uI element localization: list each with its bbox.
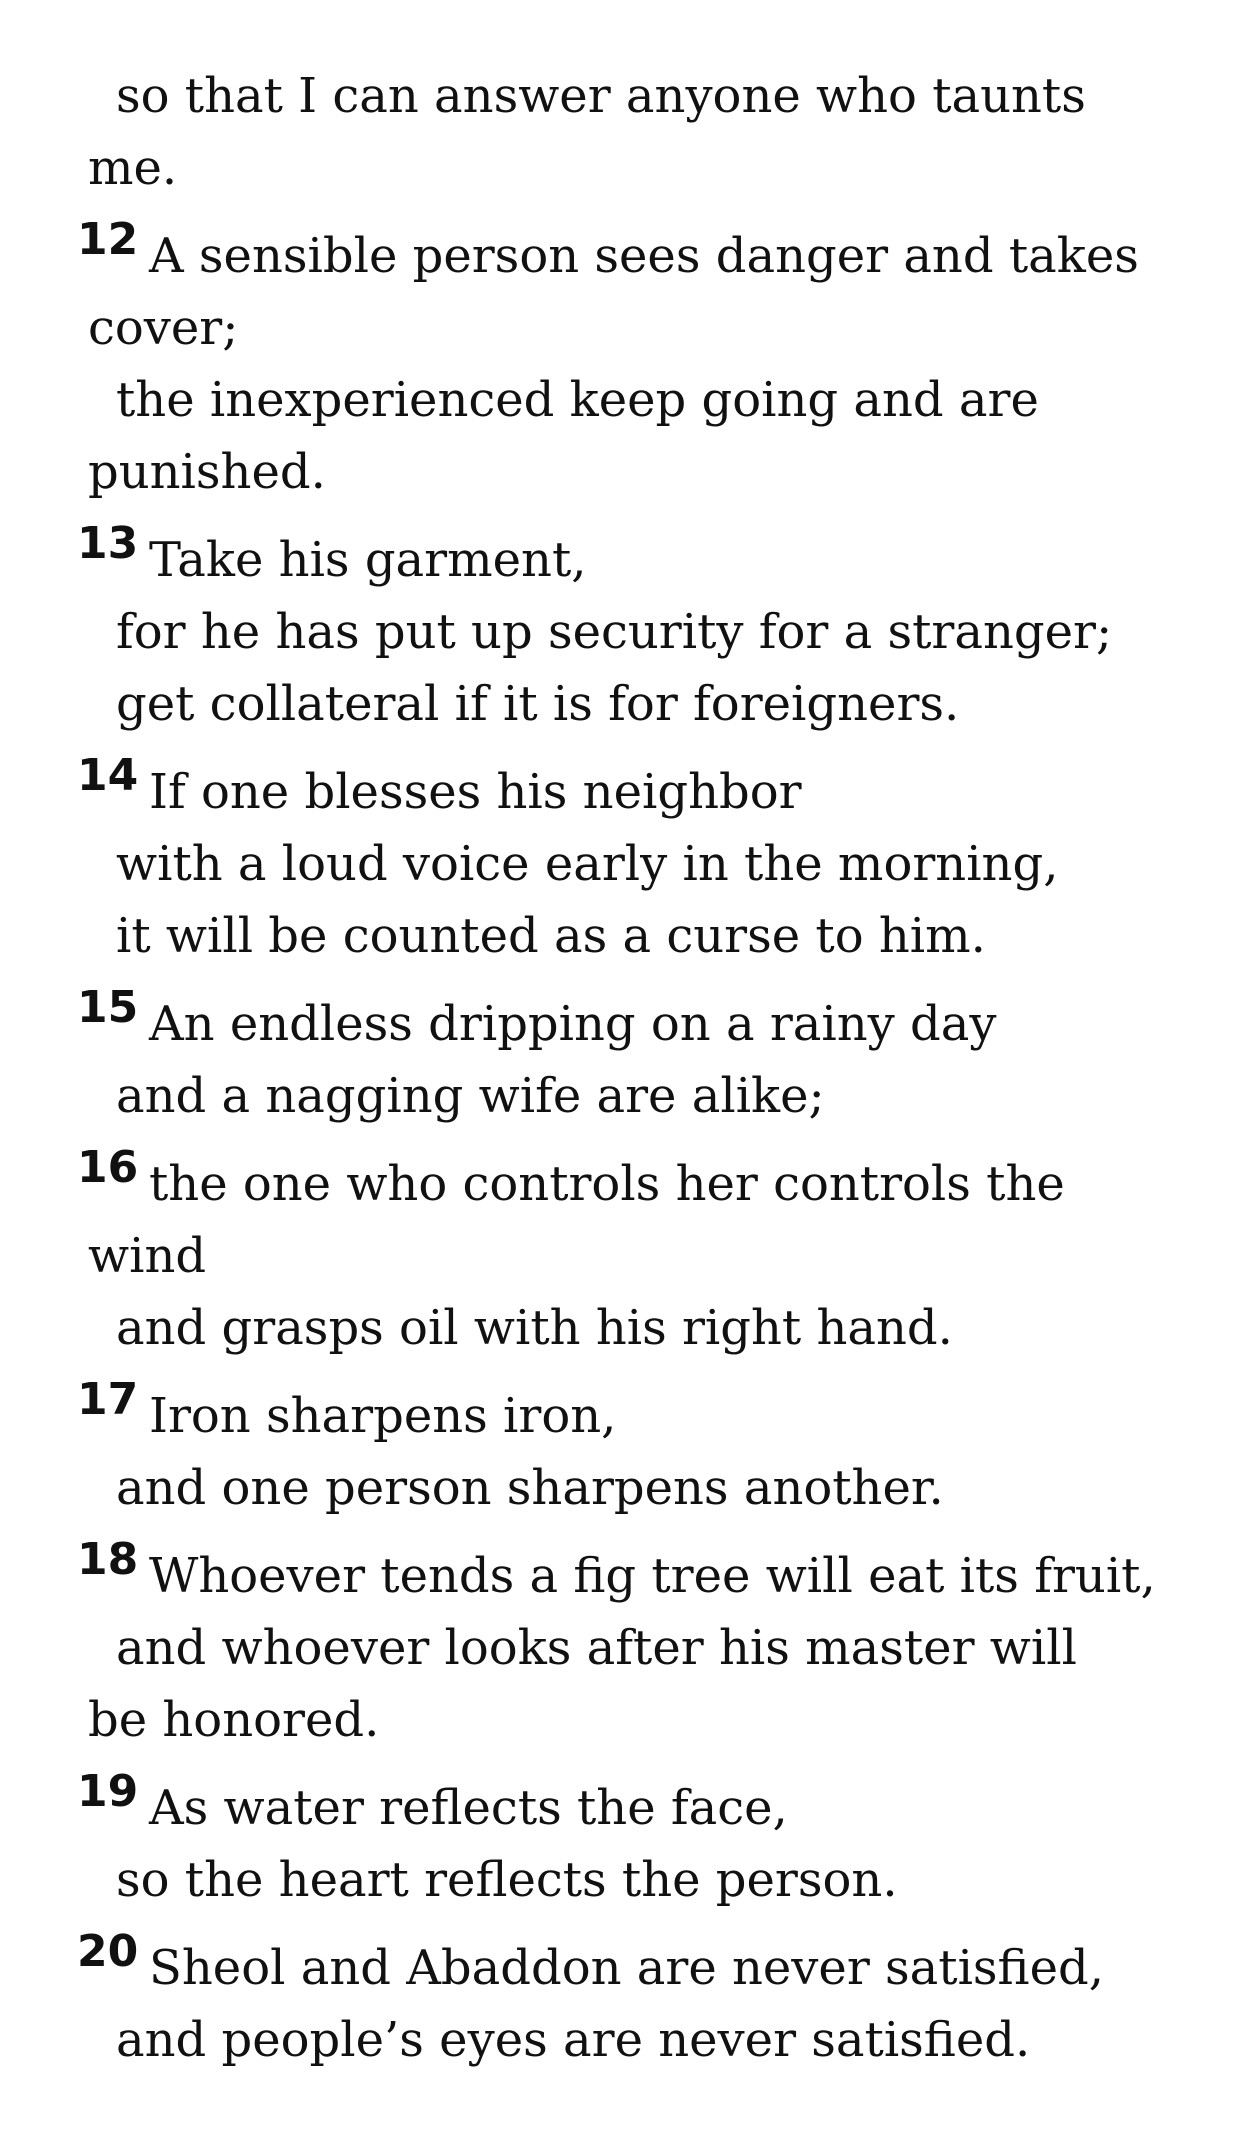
verse-first-line — [77, 982, 1202, 1060]
verse-text: Sheol and Abaddon are never satisfied, — [149, 1940, 1104, 1996]
text-line: me. — [88, 140, 178, 196]
verse-number: 13 — [77, 518, 139, 569]
text-line: and people’s eyes are never satisfied. — [116, 2012, 1031, 2068]
verse-first-line — [77, 518, 1202, 596]
verse-first-line — [77, 214, 1202, 292]
verse-12 — [77, 214, 1202, 508]
verse-number: 15 — [77, 982, 139, 1033]
text-line: it will be counted as a curse to him. — [116, 908, 986, 964]
verse-16 — [77, 1142, 1202, 1364]
verse-text: If one blesses his neighbor — [149, 764, 802, 820]
text-line: so the heart reflects the person. — [116, 1852, 898, 1908]
verse-text: Take his garment, — [149, 532, 587, 588]
text-line: and one person sharpens another. — [116, 1460, 944, 1516]
verse-text: As water reflects the face, — [149, 1780, 788, 1836]
text-line: be honored. — [88, 1692, 380, 1748]
verse-first-line — [77, 1766, 1202, 1844]
verse-number: 16 — [77, 1142, 139, 1193]
verse-first-line — [77, 1142, 1202, 1220]
verse-text: Iron sharpens iron, — [149, 1388, 617, 1444]
verse-text: the one who controls her controls the — [149, 1156, 1065, 1212]
text-line: and grasps oil with his right hand. — [116, 1300, 953, 1356]
verse-13 — [77, 518, 1202, 740]
verse-17 — [77, 1374, 1202, 1524]
verse-number: 19 — [77, 1766, 139, 1817]
verse-text: A sensible person sees danger and takes — [149, 228, 1139, 284]
verse-number: 20 — [77, 1926, 139, 1977]
text-line: cover; — [88, 300, 239, 356]
text-line: with a loud voice early in the morning, — [116, 836, 1059, 892]
verse-number: 12 — [77, 214, 139, 265]
text-line: punished. — [88, 444, 326, 500]
verse-20 — [77, 1926, 1202, 2076]
verse-15 — [77, 982, 1202, 1132]
text-line: for he has put up security for a stranger; — [116, 604, 1113, 660]
verse-text: An endless dripping on a rainy day — [149, 996, 997, 1052]
verse-first-line — [77, 1534, 1202, 1612]
text-line: and whoever looks after his master will — [116, 1620, 1077, 1676]
verse-19 — [77, 1766, 1202, 1916]
text-line: wind — [88, 1228, 207, 1284]
verse-number: 18 — [77, 1534, 139, 1585]
text-line: the inexperienced keep going and are — [116, 372, 1039, 428]
text-line: get collateral if it is for foreigners. — [116, 676, 960, 732]
verse-first-line — [77, 1374, 1202, 1452]
text-line: so that I can answer anyone who taunts — [116, 68, 1086, 124]
verse-first-line — [77, 750, 1202, 828]
verse-first-line — [77, 1926, 1202, 2004]
verse-14 — [77, 750, 1202, 972]
verse-number: 14 — [77, 750, 139, 801]
verse-number: 17 — [77, 1374, 139, 1425]
text-line: and a nagging wife are alike; — [116, 1068, 825, 1124]
verse-18 — [77, 1534, 1202, 1756]
verse-text: Whoever tends a fig tree will eat its fruit, — [149, 1548, 1156, 1604]
verse-list — [77, 60, 1202, 2076]
